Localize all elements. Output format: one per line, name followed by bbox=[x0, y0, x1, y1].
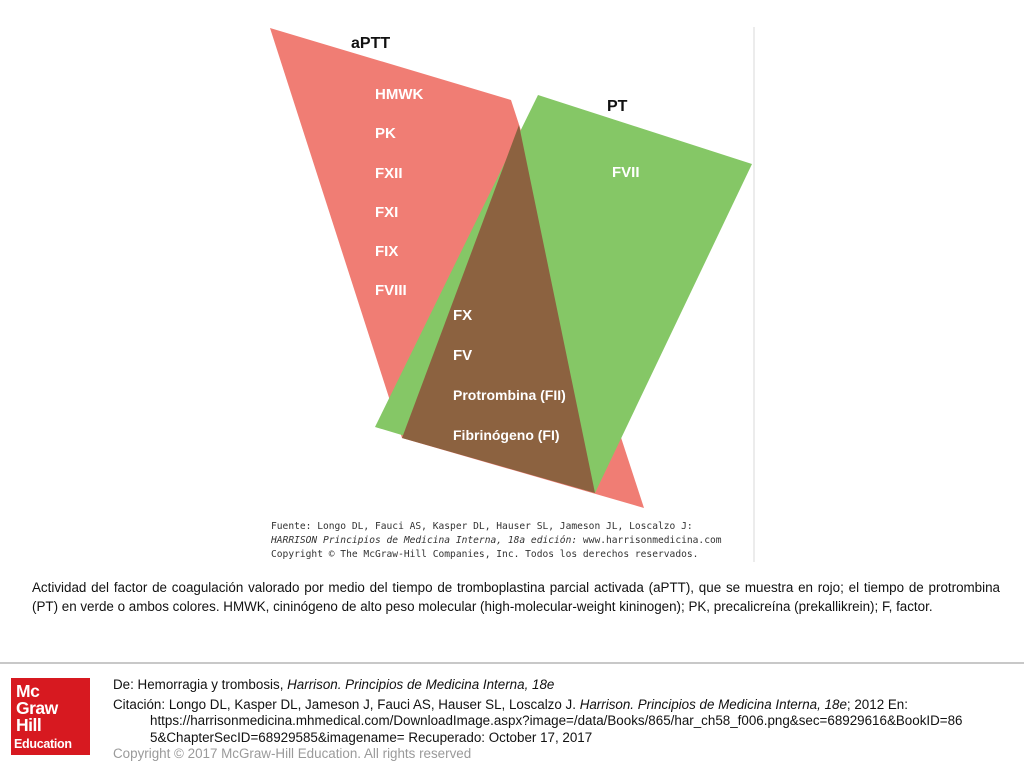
source-chapter bbox=[113, 677, 554, 692]
citation-suffix: ; 2012 En: bbox=[846, 697, 908, 712]
from-prefix: De: Hemorragia y trombosis, bbox=[113, 677, 288, 692]
logo-line-2: Graw bbox=[16, 698, 58, 718]
aptt-title: aPTT bbox=[351, 35, 391, 52]
figure-caption: Actividad del factor de coagulación valorado por medio del tiempo de tromboplastina parcial activada (aPTT), que se muestra en rojo; el tiempo de protrombina (PT) en verde o ambos colores. HMWK, cininógeno de alto peso molecular (high-molecular-weight kininogen); PK, precalicreína (prekallikrein); F, factor. bbox=[32, 580, 1000, 614]
source-line-1: Fuente: Longo DL, Fauci AS, Kasper DL, Hauser SL, Jameson JL, Loscalzo J: bbox=[271, 521, 693, 532]
coagulation-diagram bbox=[240, 22, 760, 567]
source-line-2 bbox=[271, 534, 722, 548]
citation bbox=[113, 697, 908, 712]
factor-hmwk: HMWK bbox=[375, 86, 424, 103]
factor-fvii: FVII bbox=[612, 164, 640, 181]
factor-fviii: FVIII bbox=[375, 282, 407, 299]
source-book: HARRISON Principios de Medicina Interna, 18a edición: bbox=[271, 535, 578, 546]
logo-line-3: Hill bbox=[16, 715, 42, 735]
footer-divider bbox=[0, 662, 1024, 664]
source-copyright: Copyright © The McGraw-Hill Companies, Inc. Todos los derechos reservados. bbox=[271, 549, 699, 560]
source-url: www.harrisonmedicina.com bbox=[582, 535, 722, 546]
from-book: Harrison. Principios de Medicina Interna, 18e bbox=[287, 677, 555, 692]
factor-pk: PK bbox=[375, 125, 396, 142]
figure-source bbox=[271, 520, 722, 562]
factor-fibrinogeno: Fibrinógeno (FI) bbox=[453, 427, 560, 443]
factor-protrombina: Protrombina (FII) bbox=[453, 387, 566, 403]
mcgraw-hill-logo bbox=[11, 678, 90, 755]
pt-title: PT bbox=[607, 98, 628, 115]
citation-book: Harrison. Principios de Medicina Interna, 18e bbox=[579, 697, 847, 712]
logo-line-4: Education bbox=[14, 737, 72, 751]
venn-triangles bbox=[240, 22, 760, 567]
citation-url-line-1[interactable]: https://harrisonmedicina.mhmedical.com/DownloadImage.aspx?image=/data/Books/865/har_ch58_f006.png&sec=68929616&BookID=86 bbox=[150, 713, 963, 728]
factor-fix: FIX bbox=[375, 243, 399, 260]
factor-fxii: FXII bbox=[375, 165, 403, 182]
factor-fxi: FXI bbox=[375, 204, 399, 221]
citation-sep: . bbox=[572, 697, 580, 712]
factor-fv: FV bbox=[453, 347, 473, 364]
citation-prefix: Citación: Longo DL, Kasper DL, Jameson J, Fauci AS, Hauser SL, Loscalzo J bbox=[113, 697, 573, 712]
factor-fx: FX bbox=[453, 307, 473, 324]
logo-line-1: Mc bbox=[16, 681, 40, 701]
footer-copyright: Copyright © 2017 McGraw-Hill Education. All rights reserved bbox=[113, 746, 472, 761]
citation-url-line-2[interactable]: 5&ChapterSecID=68929585&imagename= Recuperado: October 17, 2017 bbox=[150, 730, 593, 745]
